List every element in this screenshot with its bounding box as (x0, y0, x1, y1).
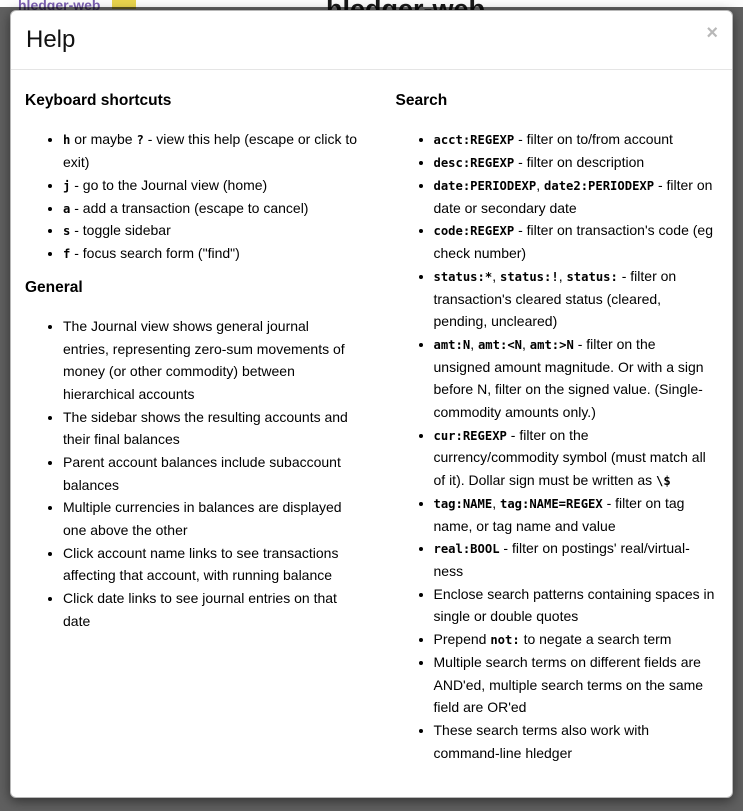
modal-header (11, 11, 732, 70)
inline-code: s (63, 224, 71, 239)
inline-code: tag:NAME=REGEX (499, 496, 603, 511)
inline-code: code:REGEXP (433, 224, 515, 239)
inline-code: amt:>N (529, 337, 574, 352)
list-item: • status:*, status:!, status: - filter on transaction's cleared status (cleared, pending, uncleared) (434, 265, 717, 333)
inline-code: amt:<N (477, 337, 522, 352)
inline-code: tag:NAME (433, 496, 493, 511)
list-item: • s - toggle sidebar (63, 219, 358, 242)
modal-body (11, 70, 732, 796)
inline-code: real:BOOL (433, 542, 500, 557)
help-list (25, 315, 358, 632)
list-item: • date:PERIODEXP, date2:PERIODEXP - filter on date or secondary date (434, 174, 717, 219)
inline-code: a (63, 201, 71, 216)
help-modal (10, 10, 733, 798)
list-item: • Multiple search terms on different fields are AND'ed, multiple search terms on the same field are OR'ed (434, 651, 717, 719)
list-item: • f - focus search form ("find") (63, 242, 358, 265)
inline-code: f (63, 247, 71, 262)
list-item: • h or maybe ? - view this help (escape or click to exit) (63, 128, 358, 173)
inline-code: h (63, 133, 71, 148)
list-item: • Enclose search patterns containing spaces in single or double quotes (434, 583, 717, 628)
inline-code: not: (490, 633, 520, 648)
inline-code: desc:REGEXP (433, 156, 515, 171)
list-item: • These search terms also work with command-line hledger (434, 719, 717, 764)
list-item: • cur:REGEXP - filter on the currency/commodity symbol (must match all of it). Dollar sign must be written as \$ (434, 424, 717, 492)
help-list (396, 128, 717, 764)
inline-code: acct:REGEXP (433, 133, 515, 148)
list-item: • The sidebar shows the resulting accounts and their final balances (63, 406, 358, 451)
modal-title: Help (26, 26, 76, 53)
inline-code: status: (566, 269, 618, 284)
list-item: • The Journal view shows general journal entries, representing zero-sum movements of money (or other commodity) between hierarchical accounts (63, 315, 358, 406)
list-item: • Multiple currencies in balances are displayed one above the other (63, 496, 358, 541)
section-heading: General (25, 278, 83, 296)
help-list (25, 128, 358, 265)
help-column-left (11, 82, 372, 778)
section-heading: Keyboard shortcuts (25, 92, 172, 110)
section-heading: Search (395, 92, 448, 110)
help-column-right (372, 82, 733, 778)
list-item: • real:BOOL - filter on postings' real/virtual-ness (434, 537, 717, 582)
inline-code: amt:N (433, 337, 471, 352)
list-item: • Prepend not: to negate a search term (434, 628, 717, 651)
inline-code: status:! (499, 269, 559, 284)
list-item: • acct:REGEXP - filter on to/from account (434, 128, 717, 151)
list-item: • j - go to the Journal view (home) (63, 174, 358, 197)
close-icon[interactable]: × (706, 22, 718, 44)
list-item: • Click date links to see journal entries on that date (63, 587, 358, 632)
inline-code: ? (136, 133, 144, 148)
inline-code: status:* (433, 269, 493, 284)
inline-code: cur:REGEXP (433, 428, 507, 443)
inline-code: j (63, 178, 71, 193)
inline-code: \$ (656, 474, 671, 489)
inline-code: date:PERIODEXP (433, 178, 537, 193)
list-item: • amt:N, amt:<N, amt:>N - filter on the unsigned amount magnitude. Or with a sign before N, filter on the signed value. (Single-commodity amounts only.) (434, 333, 717, 424)
list-item: • desc:REGEXP - filter on description (434, 151, 717, 174)
list-item: • tag:NAME, tag:NAME=REGEX - filter on tag name, or tag name and value (434, 492, 717, 537)
list-item: • Parent account balances include subaccount balances (63, 451, 358, 496)
list-item: • Click account name links to see transactions affecting that account, with running balance (63, 542, 358, 587)
inline-code: date2:PERIODEXP (544, 178, 655, 193)
list-item: • a - add a transaction (escape to cancel) (63, 197, 358, 220)
list-item: • code:REGEXP - filter on transaction's code (eg check number) (434, 219, 717, 264)
